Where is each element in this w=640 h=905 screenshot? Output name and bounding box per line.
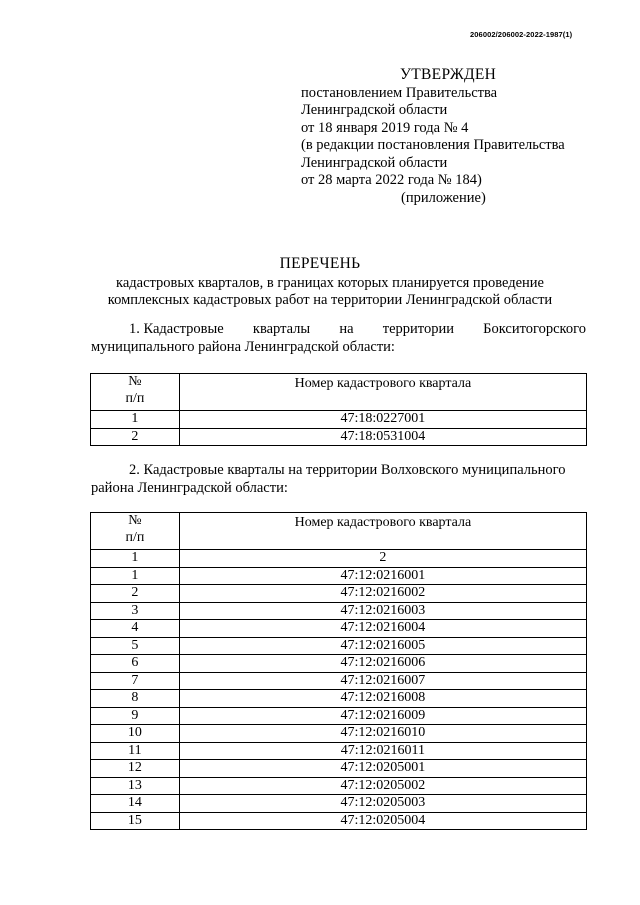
cadastral-quarter-number: 47:12:0216011 (179, 742, 586, 760)
cadastral-quarter-number: 47:18:0227001 (179, 411, 586, 429)
row-number: 1 (91, 411, 180, 429)
table-row (91, 812, 587, 830)
cadastral-quarter-number: 47:18:0531004 (179, 428, 586, 446)
cadastral-quarter-number: 47:12:0205003 (179, 795, 586, 813)
row-number: 2 (91, 428, 180, 446)
list-subtitle-line: комплексных кадастровых работ на территории Ленинградской области (107, 292, 553, 308)
table-row (91, 760, 587, 778)
column-index-number: 1 (91, 550, 180, 568)
row-number: 10 (91, 725, 180, 743)
row-number: 13 (91, 777, 180, 795)
approval-line: Ленинградской области (301, 102, 448, 118)
cadastral-quarter-number: 47:12:0216006 (179, 655, 586, 673)
table-row (91, 777, 587, 795)
section-1-table (90, 373, 587, 446)
table-row (91, 707, 587, 725)
cadastral-quarter-number: 47:12:0216003 (179, 602, 586, 620)
table-row (91, 655, 587, 673)
approval-line: Ленинградской области (301, 154, 448, 171)
cadastral-quarter-number: 47:12:0216001 (179, 567, 586, 585)
section-1-word: Бокситогорского (483, 321, 586, 337)
cadastral-quarter-number: 47:12:0205002 (179, 777, 586, 795)
row-number: 1 (91, 567, 180, 585)
cadastral-quarter-number: 47:12:0205001 (179, 760, 586, 778)
table-row (91, 428, 587, 446)
cadastral-quarter-number: 47:12:0216004 (179, 620, 586, 638)
list-title: ПЕРЕЧЕНЬ (279, 255, 361, 272)
row-number: 7 (91, 672, 180, 690)
table-row (91, 411, 587, 429)
row-number: 4 (91, 620, 180, 638)
cadastral-quarter-number: 47:12:0216005 (179, 637, 586, 655)
column-header-number-line: п/п (125, 390, 145, 406)
cadastral-quarter-number: 47:12:0216007 (179, 672, 586, 690)
section-1-word: территории (382, 321, 454, 337)
list-subtitle (80, 275, 580, 309)
section-1-line-1 (91, 321, 586, 339)
table-row (91, 690, 587, 708)
table-row (91, 602, 587, 620)
section-1-word: кварталы (252, 321, 311, 337)
cadastral-quarter-number: 47:12:0205004 (179, 812, 586, 830)
column-header-number (91, 513, 180, 550)
table-row (91, 637, 587, 655)
section-1-line-2: муниципального района Ленинградской области: (91, 338, 395, 355)
approval-appendix: (приложение) (401, 189, 486, 206)
column-header-quarter: Номер кадастрового квартала (179, 513, 586, 550)
table-row (91, 567, 587, 585)
section-2-heading (91, 462, 586, 497)
table-row (91, 725, 587, 743)
row-number: 3 (91, 602, 180, 620)
cadastral-quarter-number: 47:12:0216010 (179, 725, 586, 743)
table-row (91, 795, 587, 813)
table-row (91, 620, 587, 638)
column-header-quarter: Номер кадастрового квартала (179, 374, 586, 411)
section-2-line-1: 2. Кадастровые кварталы на территории Волховского муниципального (129, 462, 566, 478)
row-number: 12 (91, 760, 180, 778)
row-number: 11 (91, 742, 180, 760)
section-1-heading (91, 321, 586, 356)
approval-line: от 18 января 2019 года № 4 (301, 119, 469, 136)
section-2-table-body (91, 567, 587, 830)
table-header-row (91, 374, 587, 411)
row-number: 15 (91, 812, 180, 830)
column-index-value: 2 (179, 550, 586, 568)
section-1-word: на (339, 321, 354, 337)
cadastral-quarter-number: 47:12:0216009 (179, 707, 586, 725)
document-id: 206002/206002-2022-1987(1) (470, 30, 573, 39)
section-1-word: 1. Кадастровые (129, 321, 224, 337)
row-number: 9 (91, 707, 180, 725)
list-subtitle-line: кадастровых кварталов, в границах которых планируется проведение (116, 275, 544, 291)
table-row (91, 672, 587, 690)
column-index-row (91, 550, 587, 568)
column-header-number-line: № (128, 374, 142, 389)
section-2-table (90, 512, 587, 830)
table-row (91, 742, 587, 760)
approval-title: УТВЕРЖДЕН (400, 66, 497, 83)
approval-line: от 28 марта 2022 года № 184) (301, 172, 482, 188)
cadastral-quarter-number: 47:12:0216002 (179, 585, 586, 603)
section-2-line-2: района Ленинградской области: (91, 479, 288, 496)
column-header-number (91, 374, 180, 411)
table-header-row (91, 513, 587, 550)
row-number: 8 (91, 690, 180, 708)
row-number: 5 (91, 637, 180, 655)
approval-line: постановлением Правительства (301, 84, 498, 101)
column-header-number-line: п/п (125, 529, 145, 545)
cadastral-quarter-number: 47:12:0216008 (179, 690, 586, 708)
row-number: 6 (91, 655, 180, 673)
approval-line: (в редакции постановления Правительства (301, 137, 565, 153)
row-number: 14 (91, 795, 180, 813)
column-header-number-line: № (128, 513, 142, 528)
section-1-table-body (91, 411, 587, 446)
row-number: 2 (91, 585, 180, 603)
approval-block (301, 66, 601, 207)
table-row (91, 585, 587, 603)
